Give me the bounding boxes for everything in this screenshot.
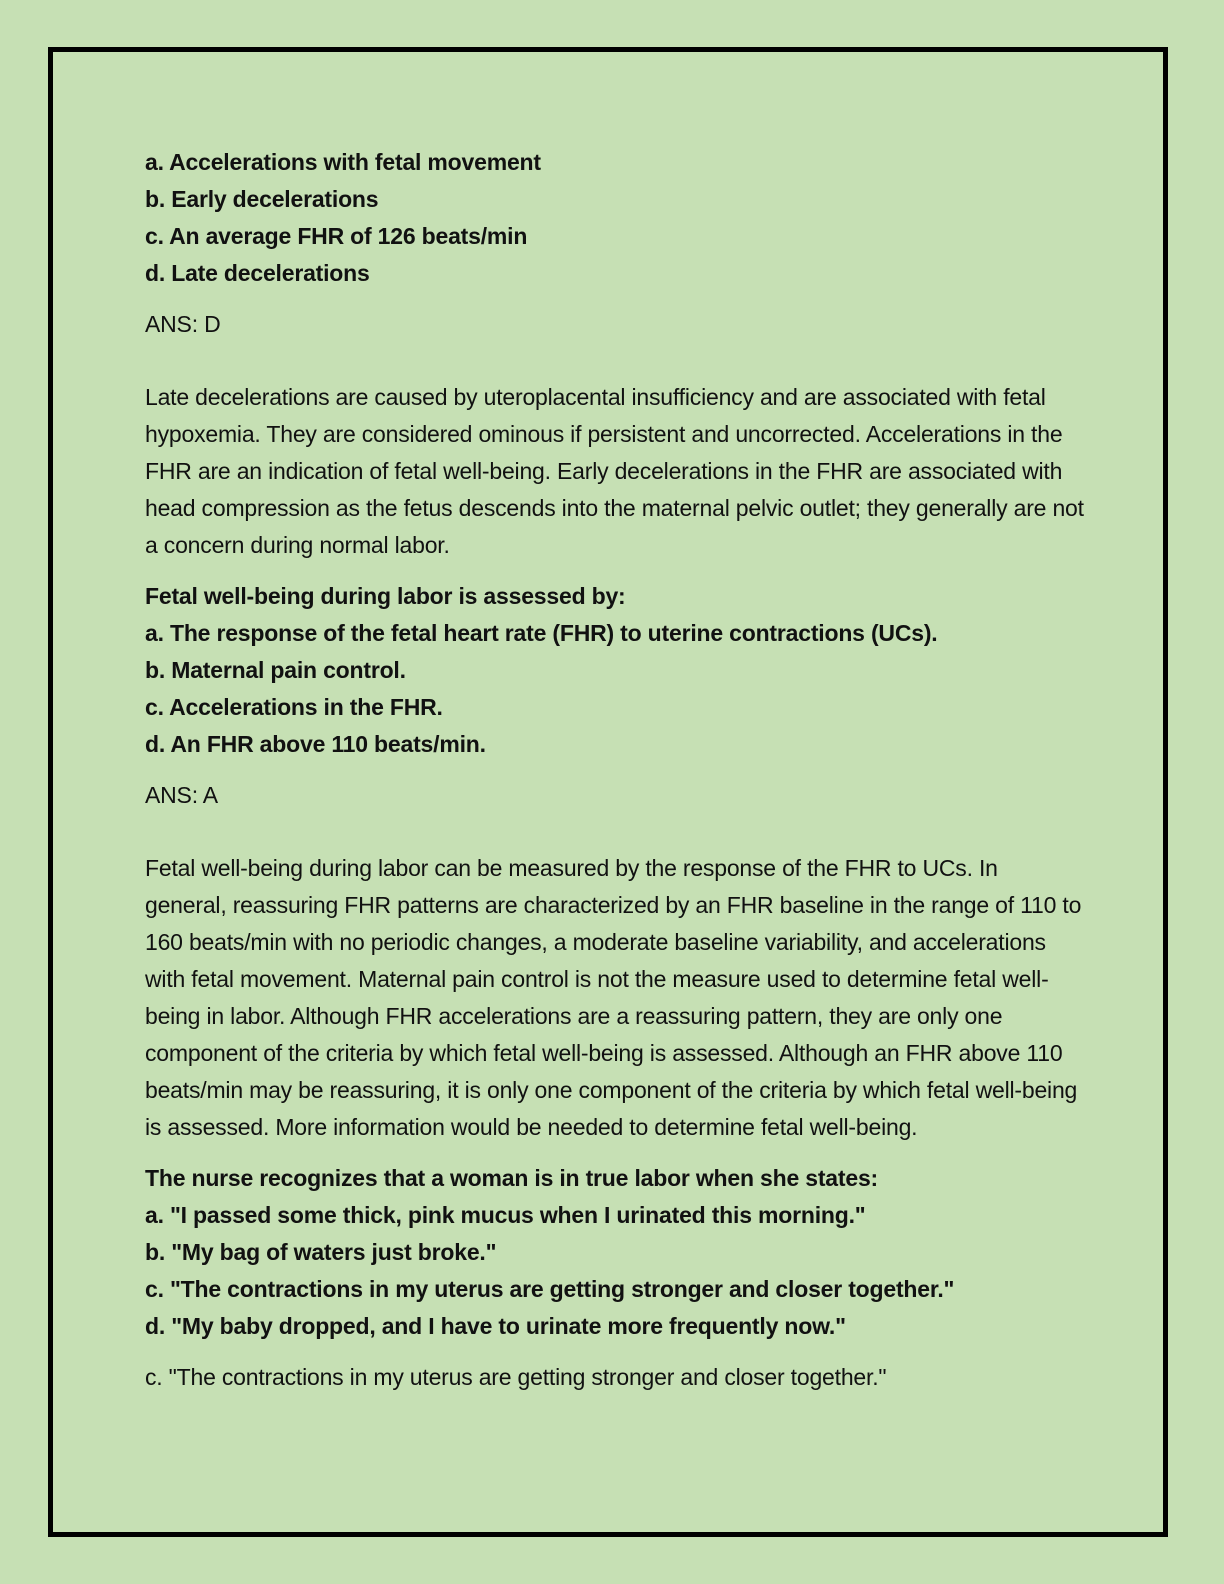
- q3-answer: c. "The contractions in my uterus are getting stronger and closer together.": [145, 1364, 887, 1390]
- q1-option-a: a. Accelerations with fetal movement: [145, 149, 541, 175]
- q2-option-c: c. Accelerations in the FHR.: [145, 694, 443, 720]
- q2-answer: ANS: A: [145, 782, 218, 808]
- q1-option-b: b. Early decelerations: [145, 186, 379, 212]
- question-2: [145, 578, 1085, 1146]
- q2-option-a: a. The response of the fetal heart rate (FHR) to uterine contractions (UCs).: [145, 620, 938, 646]
- q1-answer: ANS: D: [145, 311, 221, 337]
- q1-option-c: c. An average FHR of 126 beats/min: [145, 223, 528, 249]
- q2-rationale: Fetal well-being during labor can be measured by the response of the FHR to UCs. In general, reassuring FHR patterns are characterized by an FHR baseline in the range of 110 to 160 beats/min with no periodic changes, a moderate baseline variability, and accelerations with fetal movement. Maternal pain control is not the measure used to determine fetal well-being in labor. Although FHR accelerations are a reassuring pattern, they are only one component of the criteria by which fetal well-being is assessed. Although an FHR above 110 beats/min may be reassuring, it is only one component of the criteria by which fetal well-being is assessed. More information would be needed to determine fetal well-being.: [145, 855, 1082, 1140]
- question-3: [145, 1160, 1085, 1396]
- q3-option-c: c. "The contractions in my uterus are getting stronger and closer together.": [145, 1276, 955, 1302]
- q3-option-a: a. "I passed some thick, pink mucus when I urinated this morning.": [145, 1202, 866, 1228]
- q2-stem: Fetal well-being during labor is assessed by:: [145, 583, 626, 609]
- q1-rationale: Late decelerations are caused by uteroplacental insufficiency and are associated with fetal hypoxemia. They are considered ominous if persistent and uncorrected. Accelerations in the FHR are an indication of fetal well-being. Early decelerations in the FHR are associated with head compression as the fetus descends into the maternal pelvic outlet; they generally are not a concern during normal labor.: [145, 384, 1084, 558]
- q3-option-b: b. "My bag of waters just broke.": [145, 1239, 497, 1265]
- q3-stem: The nurse recognizes that a woman is in true labor when she states:: [145, 1165, 878, 1191]
- q3-option-d: d. "My baby dropped, and I have to urinate more frequently now.": [145, 1313, 846, 1339]
- q2-option-b: b. Maternal pain control.: [145, 657, 406, 683]
- q2-option-d: d. An FHR above 110 beats/min.: [145, 731, 486, 757]
- question-1: [145, 144, 1085, 564]
- document-content: [145, 144, 1085, 1396]
- q1-option-d: d. Late decelerations: [145, 260, 370, 286]
